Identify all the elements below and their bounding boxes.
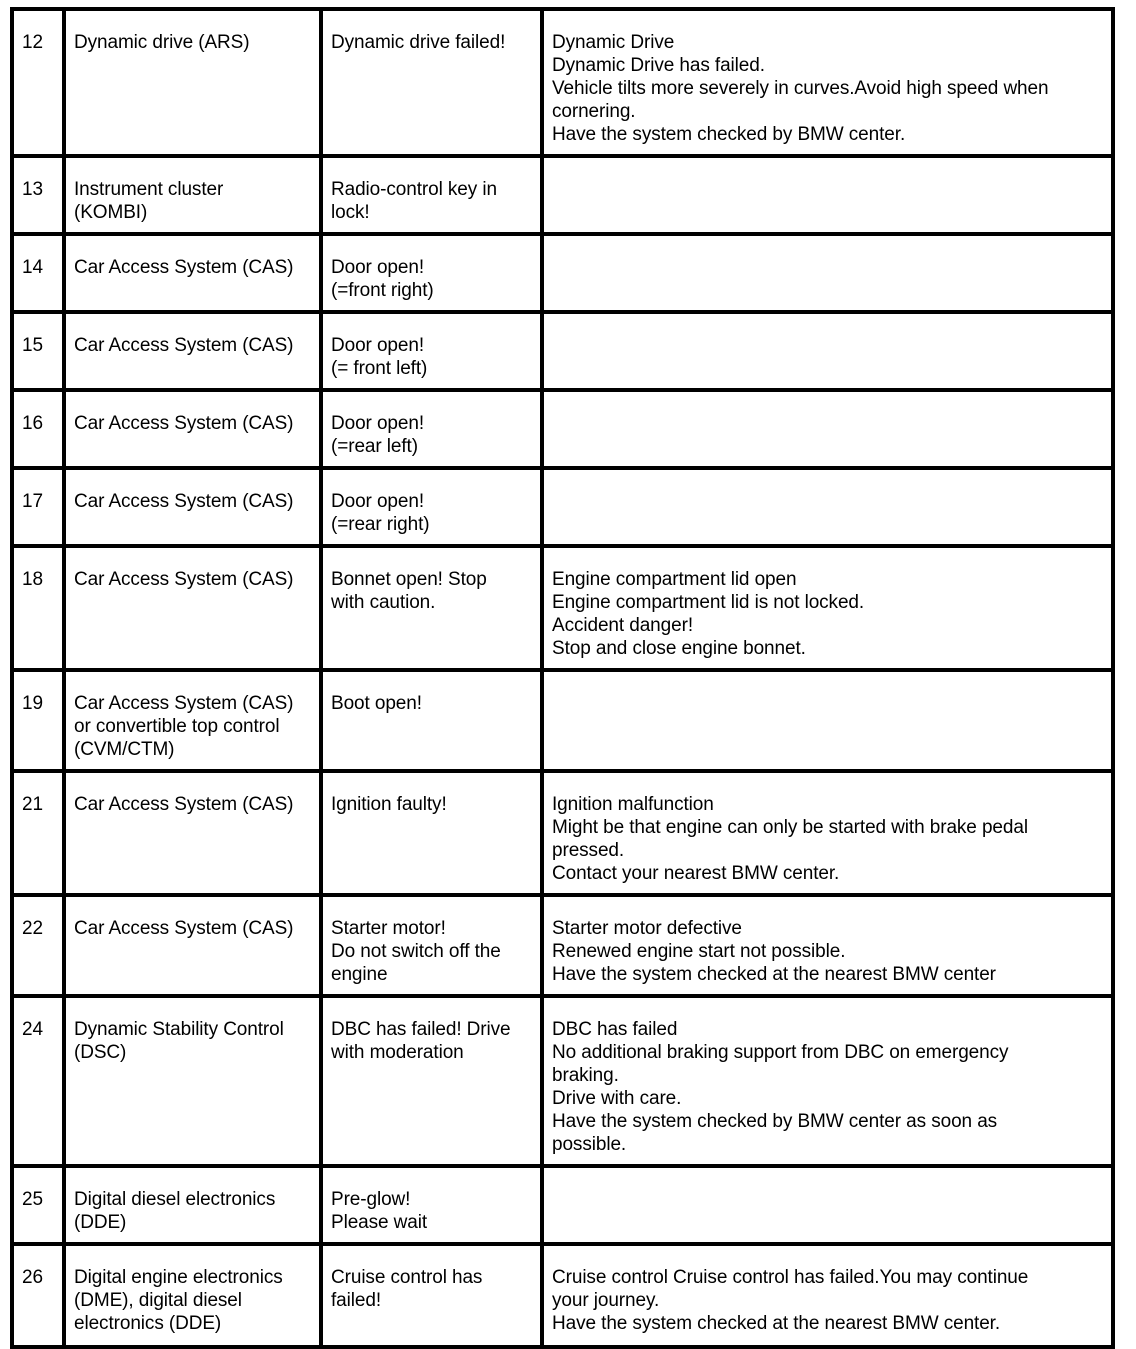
cell-description-line: Dynamic Drive has failed.	[552, 55, 765, 76]
cell-message-line: Boot open!	[331, 693, 422, 714]
cell-control-unit-line: Car Access System (CAS)	[74, 491, 294, 512]
cell-message-line: Do not switch off the	[331, 941, 501, 962]
cell-control-unit	[64, 1244, 321, 1347]
cell-description	[542, 546, 1113, 670]
cell-message	[321, 670, 542, 771]
cell-description	[542, 1166, 1113, 1244]
table-row	[12, 390, 1113, 468]
cell-message	[321, 312, 542, 390]
cell-description-line: Cruise control Cruise control has failed.You may continue	[552, 1267, 1029, 1288]
table-row	[12, 996, 1113, 1166]
cell-number-text: 22	[22, 918, 43, 939]
table-body	[12, 9, 1113, 1347]
cell-number-text: 12	[22, 32, 43, 53]
cell-control-unit-line: Instrument cluster	[74, 179, 224, 200]
cell-message	[321, 234, 542, 312]
cell-message-line: failed!	[331, 1290, 382, 1311]
cell-number-text: 16	[22, 413, 43, 434]
cell-description-line: Accident danger!	[552, 615, 693, 636]
cell-number	[12, 546, 64, 670]
cell-control-unit	[64, 312, 321, 390]
cell-message-line: (=rear left)	[331, 436, 418, 457]
table-row	[12, 234, 1113, 312]
cell-number-text: 25	[22, 1189, 43, 1210]
cell-number	[12, 1166, 64, 1244]
table-row	[12, 670, 1113, 771]
cell-description-line: Ignition malfunction	[552, 794, 714, 815]
cell-control-unit	[64, 156, 321, 234]
cell-description-line: braking.	[552, 1065, 619, 1086]
cell-message	[321, 1244, 542, 1347]
cell-number	[12, 996, 64, 1166]
cell-description-line: Engine compartment lid open	[552, 569, 797, 590]
cell-control-unit-line: Car Access System (CAS)	[74, 918, 294, 939]
cell-message-line: Pre-glow!	[331, 1189, 411, 1210]
cell-number	[12, 670, 64, 771]
cell-message-line: DBC has failed! Drive	[331, 1019, 511, 1040]
cell-description	[542, 670, 1113, 771]
table-row	[12, 895, 1113, 996]
cell-control-unit-line: Dynamic drive (ARS)	[74, 32, 250, 53]
cell-control-unit-line: Car Access System (CAS)	[74, 569, 294, 590]
cell-control-unit-line: (DME), digital diesel	[74, 1290, 242, 1311]
table-row	[12, 156, 1113, 234]
cell-description	[542, 895, 1113, 996]
cell-control-unit	[64, 546, 321, 670]
message-table	[10, 7, 1115, 1349]
cell-number	[12, 468, 64, 546]
cell-description	[542, 156, 1113, 234]
cell-control-unit-line: (DDE)	[74, 1212, 127, 1233]
cell-message-line: Ignition faulty!	[331, 794, 447, 815]
cell-control-unit	[64, 1166, 321, 1244]
cell-message	[321, 9, 542, 156]
cell-message	[321, 546, 542, 670]
cell-description	[542, 9, 1113, 156]
cell-message-line: Door open!	[331, 257, 425, 278]
cell-control-unit-line: Car Access System (CAS)	[74, 693, 294, 714]
cell-message-line: Door open!	[331, 335, 425, 356]
cell-control-unit	[64, 895, 321, 996]
cell-message-line: Cruise control has	[331, 1267, 483, 1288]
cell-message	[321, 156, 542, 234]
cell-message-line: Please wait	[331, 1212, 428, 1233]
cell-description-line: Have the system checked at the nearest BMW center	[552, 964, 996, 985]
cell-description-line: cornering.	[552, 101, 636, 122]
cell-control-unit	[64, 771, 321, 895]
cell-control-unit-line: Car Access System (CAS)	[74, 257, 294, 278]
cell-description-line: Might be that engine can only be started with brake pedal	[552, 817, 1028, 838]
cell-number-text: 26	[22, 1267, 43, 1288]
table-row	[12, 1166, 1113, 1244]
cell-number	[12, 9, 64, 156]
cell-description-line: Stop and close engine bonnet.	[552, 638, 806, 659]
cell-number-text: 14	[22, 257, 43, 278]
cell-number-text: 18	[22, 569, 43, 590]
cell-message	[321, 771, 542, 895]
cell-control-unit-line: Car Access System (CAS)	[74, 413, 294, 434]
cell-control-unit	[64, 670, 321, 771]
cell-description	[542, 771, 1113, 895]
cell-control-unit-line: Digital engine electronics	[74, 1267, 283, 1288]
cell-control-unit	[64, 996, 321, 1166]
cell-message	[321, 895, 542, 996]
cell-control-unit-line: (DSC)	[74, 1042, 127, 1063]
cell-description-line: Have the system checked by BMW center as soon as	[552, 1111, 998, 1132]
cell-control-unit	[64, 234, 321, 312]
cell-message-line: Dynamic drive failed!	[331, 32, 506, 53]
table-row	[12, 468, 1113, 546]
cell-message-line: Radio-control key in	[331, 179, 497, 200]
cell-description-line: Drive with care.	[552, 1088, 682, 1109]
cell-message-line: Starter motor!	[331, 918, 446, 939]
cell-description-line: Have the system checked by BMW center.	[552, 124, 906, 145]
cell-control-unit-line: Digital diesel electronics	[74, 1189, 276, 1210]
cell-message-line: Door open!	[331, 413, 425, 434]
cell-message-line: lock!	[331, 202, 370, 223]
cell-description-line: Vehicle tilts more severely in curves.Avoid high speed when	[552, 78, 1049, 99]
cell-message-line: with caution.	[331, 592, 436, 613]
cell-description-line: possible.	[552, 1134, 627, 1155]
cell-message-line: with moderation	[331, 1042, 464, 1063]
table-row	[12, 546, 1113, 670]
cell-message	[321, 1166, 542, 1244]
table-row	[12, 1244, 1113, 1347]
cell-number-text: 13	[22, 179, 43, 200]
cell-description-line: Starter motor defective	[552, 918, 742, 939]
cell-message	[321, 468, 542, 546]
cell-number-text: 15	[22, 335, 43, 356]
cell-number	[12, 1244, 64, 1347]
cell-control-unit-line: Car Access System (CAS)	[74, 794, 294, 815]
cell-description	[542, 996, 1113, 1166]
cell-description-line: Contact your nearest BMW center.	[552, 863, 840, 884]
cell-number	[12, 771, 64, 895]
cell-control-unit-line: Dynamic Stability Control	[74, 1019, 284, 1040]
cell-description	[542, 234, 1113, 312]
cell-control-unit-line: electronics (DDE)	[74, 1313, 222, 1334]
cell-description-line: your journey.	[552, 1290, 660, 1311]
cell-description	[542, 312, 1113, 390]
cell-description-line: Engine compartment lid is not locked.	[552, 592, 865, 613]
cell-control-unit-line: (KOMBI)	[74, 202, 148, 223]
cell-description-line: No additional braking support from DBC on emergency	[552, 1042, 1009, 1063]
cell-message	[321, 390, 542, 468]
cell-description	[542, 390, 1113, 468]
cell-description-line: Have the system checked at the nearest BMW center.	[552, 1313, 1001, 1334]
cell-control-unit	[64, 9, 321, 156]
cell-message-line: (= front left)	[331, 358, 428, 379]
cell-message-line: (=front right)	[331, 280, 434, 301]
cell-description-line: pressed.	[552, 840, 625, 861]
cell-message-line: (=rear right)	[331, 514, 430, 535]
cell-message-line: engine	[331, 964, 388, 985]
cell-control-unit	[64, 468, 321, 546]
table-row	[12, 312, 1113, 390]
cell-message-line: Door open!	[331, 491, 425, 512]
cell-number-text: 17	[22, 491, 43, 512]
cell-number-text: 21	[22, 794, 43, 815]
cell-number-text: 19	[22, 693, 43, 714]
cell-control-unit-line: (CVM/CTM)	[74, 739, 175, 760]
cell-message-line: Bonnet open! Stop	[331, 569, 487, 590]
cell-control-unit	[64, 390, 321, 468]
cell-number	[12, 390, 64, 468]
cell-description-line: Renewed engine start not possible.	[552, 941, 846, 962]
cell-message	[321, 996, 542, 1166]
table-row	[12, 771, 1113, 895]
cell-number	[12, 895, 64, 996]
cell-control-unit-line: Car Access System (CAS)	[74, 335, 294, 356]
cell-description	[542, 468, 1113, 546]
cell-number	[12, 234, 64, 312]
cell-number	[12, 312, 64, 390]
cell-number-text: 24	[22, 1019, 43, 1040]
cell-number	[12, 156, 64, 234]
cell-description-line: DBC has failed	[552, 1019, 678, 1040]
cell-control-unit-line: or convertible top control	[74, 716, 280, 737]
table-row	[12, 9, 1113, 156]
cell-description-line: Dynamic Drive	[552, 32, 675, 53]
cell-description	[542, 1244, 1113, 1347]
